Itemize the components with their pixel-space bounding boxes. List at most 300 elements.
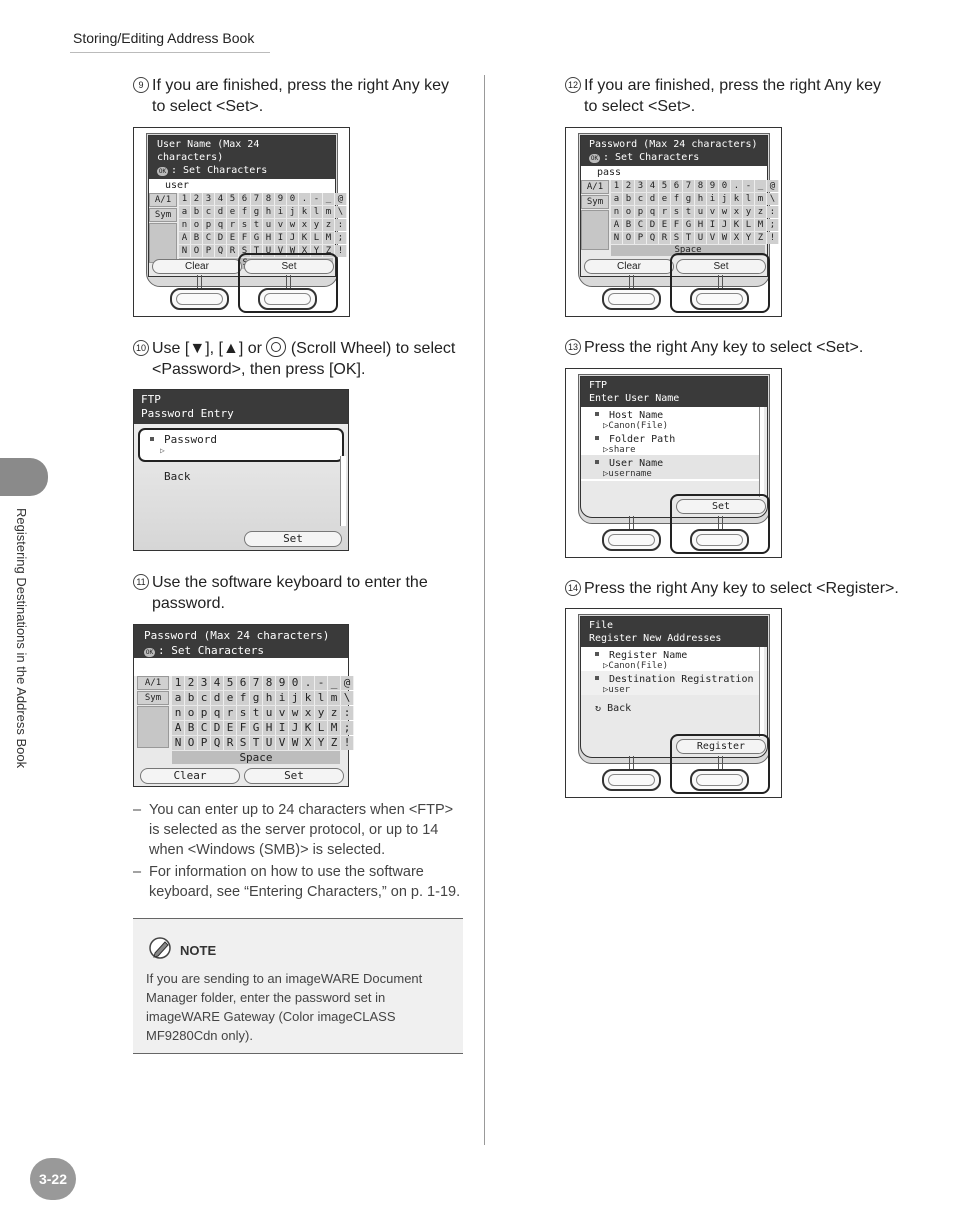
menu-item-back[interactable] [581, 695, 767, 714]
key[interactable]: c [203, 206, 215, 218]
key[interactable]: H [695, 219, 707, 231]
key[interactable]: j [287, 206, 299, 218]
key[interactable]: o [191, 219, 203, 231]
menu-list [581, 647, 759, 695]
menu-item-destination-registration[interactable] [581, 671, 759, 695]
key[interactable]: L [311, 232, 323, 244]
right-any-key[interactable] [690, 769, 749, 791]
key[interactable]: b [185, 691, 198, 705]
key[interactable]: c [198, 691, 211, 705]
key[interactable]: s [671, 206, 683, 218]
key[interactable]: V [275, 245, 287, 257]
key[interactable]: J [289, 721, 302, 735]
key[interactable]: I [275, 232, 287, 244]
key[interactable]: s [239, 219, 251, 231]
key[interactable]: X [299, 245, 311, 257]
step-text: Press the right Any key to select <Set>. [584, 339, 864, 356]
key[interactable]: 7 [251, 193, 263, 205]
menu-item-user-name[interactable] [581, 455, 759, 479]
key[interactable]: a [611, 193, 623, 205]
space-key[interactable]: Space [611, 245, 765, 256]
key[interactable]: Z [755, 232, 767, 244]
note-box [133, 918, 463, 1054]
key[interactable]: c [635, 193, 647, 205]
key[interactable]: A [179, 232, 191, 244]
step-text: Use [ [152, 340, 190, 357]
key[interactable]: z [755, 206, 767, 218]
key[interactable]: b [191, 206, 203, 218]
menu-item-password[interactable] [138, 428, 344, 462]
key[interactable]: _ [328, 676, 341, 690]
key[interactable]: G [683, 219, 695, 231]
key[interactable]: b [623, 193, 635, 205]
up-arrow-icon: ▲ [222, 340, 239, 357]
key[interactable]: r [227, 219, 239, 231]
key[interactable]: a [179, 206, 191, 218]
menu-item-label: Folder Path [609, 434, 676, 445]
text-input[interactable]: pass [581, 166, 767, 180]
key[interactable]: 4 [211, 676, 224, 690]
key[interactable]: 5 [224, 676, 237, 690]
key[interactable]: e [659, 193, 671, 205]
key[interactable]: @ [335, 193, 347, 205]
key[interactable]: Z [328, 736, 341, 750]
key-row [179, 219, 347, 232]
key[interactable]: M [328, 721, 341, 735]
mode-key[interactable]: A/1 [581, 180, 609, 194]
key[interactable]: i [707, 193, 719, 205]
scrollbar[interactable] [340, 456, 346, 526]
column-divider [484, 75, 485, 1145]
key[interactable]: P [198, 736, 211, 750]
blank-key [137, 706, 169, 748]
key[interactable]: J [287, 232, 299, 244]
sym-key[interactable]: Sym [149, 208, 177, 222]
key[interactable]: U [263, 245, 275, 257]
key[interactable]: 7 [683, 180, 695, 192]
key[interactable]: m [755, 193, 767, 205]
key[interactable]: : [335, 219, 347, 231]
key[interactable]: y [315, 706, 328, 720]
lcd-title: Password (Max 24 characters) [144, 629, 330, 642]
key[interactable]: x [731, 206, 743, 218]
menu-item-label: Password [164, 433, 217, 446]
key[interactable]: E [659, 219, 671, 231]
key[interactable]: C [203, 232, 215, 244]
sym-key[interactable]: Sym [137, 691, 169, 705]
key[interactable]: L [315, 721, 328, 735]
bullet-icon [595, 652, 599, 656]
key[interactable]: 0 [289, 676, 302, 690]
key[interactable]: P [203, 245, 215, 257]
key[interactable]: y [311, 219, 323, 231]
step-text: If you are finished, press the right Any key [152, 77, 450, 94]
key[interactable]: w [289, 706, 302, 720]
key[interactable]: o [185, 706, 198, 720]
menu-item-host-name[interactable] [581, 407, 759, 431]
key[interactable]: z [323, 219, 335, 231]
key[interactable]: 8 [695, 180, 707, 192]
key[interactable]: Q [211, 736, 224, 750]
step-9 [133, 75, 473, 117]
lcd-header [581, 617, 767, 647]
key[interactable]: W [289, 736, 302, 750]
key[interactable]: L [743, 219, 755, 231]
lcd-subtitle: Password Entry [141, 407, 234, 420]
key[interactable]: 9 [275, 193, 287, 205]
left-any-key[interactable] [602, 288, 661, 310]
key[interactable]: 1 [179, 193, 191, 205]
key[interactable]: l [311, 206, 323, 218]
key[interactable]: R [659, 232, 671, 244]
key[interactable]: 3 [203, 193, 215, 205]
key[interactable]: p [203, 219, 215, 231]
key[interactable]: A [611, 219, 623, 231]
key[interactable]: 2 [185, 676, 198, 690]
key[interactable]: ! [767, 232, 779, 244]
key[interactable]: N [179, 245, 191, 257]
menu-item-register-name[interactable] [581, 647, 759, 671]
key[interactable]: W [719, 232, 731, 244]
key[interactable]: T [251, 245, 263, 257]
key[interactable]: I [276, 721, 289, 735]
left-any-key[interactable] [602, 529, 661, 551]
key[interactable]: G [250, 721, 263, 735]
key[interactable]: t [683, 206, 695, 218]
key[interactable]: 0 [719, 180, 731, 192]
step-number: 13 [565, 339, 581, 355]
right-any-key[interactable] [690, 529, 749, 551]
step-text: Use the software keyboard to enter the [152, 574, 428, 591]
key[interactable]: V [707, 232, 719, 244]
key[interactable]: T [250, 736, 263, 750]
key[interactable]: B [185, 721, 198, 735]
lcd-subtitle: Register New Addresses [589, 633, 722, 644]
key[interactable]: K [299, 232, 311, 244]
key[interactable]: f [239, 206, 251, 218]
key[interactable]: V [276, 736, 289, 750]
space-key[interactable]: Space [172, 751, 340, 764]
screen-9-panel [133, 127, 350, 317]
key[interactable]: u [263, 706, 276, 720]
lcd-header [134, 390, 348, 424]
right-any-key[interactable] [258, 288, 317, 310]
key[interactable]: p [635, 206, 647, 218]
text-input[interactable] [134, 658, 348, 676]
step-text: If you are finished, press the right Any key [584, 77, 882, 94]
key[interactable]: S [671, 232, 683, 244]
key[interactable]: \ [767, 193, 779, 205]
key[interactable]: d [647, 193, 659, 205]
notes-list [133, 800, 463, 904]
key[interactable]: v [275, 219, 287, 231]
key[interactable]: h [695, 193, 707, 205]
left-any-key[interactable] [602, 769, 661, 791]
key[interactable]: J [719, 219, 731, 231]
key[interactable]: P [635, 232, 647, 244]
key[interactable]: m [328, 691, 341, 705]
key[interactable]: Z [323, 245, 335, 257]
key[interactable]: a [172, 691, 185, 705]
key[interactable]: z [328, 706, 341, 720]
key[interactable]: 3 [635, 180, 647, 192]
key[interactable]: E [224, 721, 237, 735]
set-button[interactable]: Set [244, 259, 334, 274]
key[interactable]: O [623, 232, 635, 244]
key[interactable]: Q [215, 245, 227, 257]
lcd-header [134, 625, 348, 658]
key[interactable]: M [323, 232, 335, 244]
key[interactable]: H [263, 232, 275, 244]
scrollbar[interactable] [759, 647, 764, 737]
key[interactable]: C [198, 721, 211, 735]
lcd-title: Password (Max 24 characters) [589, 139, 758, 150]
set-button[interactable]: Set [244, 531, 342, 547]
key[interactable]: ; [341, 721, 354, 735]
key[interactable]: S [237, 736, 250, 750]
step-number: 11 [133, 574, 149, 590]
key[interactable]: 5 [659, 180, 671, 192]
step-number: 9 [133, 77, 149, 93]
key[interactable]: N [172, 736, 185, 750]
key[interactable]: v [707, 206, 719, 218]
key[interactable]: - [315, 676, 328, 690]
key[interactable]: 9 [276, 676, 289, 690]
clear-button[interactable]: Clear [584, 259, 674, 274]
key[interactable]: T [683, 232, 695, 244]
left-any-key[interactable] [170, 288, 229, 310]
key[interactable]: F [671, 219, 683, 231]
step-text-cont: to select <Set>. [584, 98, 696, 115]
key[interactable]: 8 [263, 193, 275, 205]
key[interactable]: v [276, 706, 289, 720]
menu-item-value: ▷Canon(File) [603, 661, 669, 671]
key[interactable]: - [743, 180, 755, 192]
key[interactable]: 5 [227, 193, 239, 205]
clear-button[interactable]: Clear [152, 259, 242, 274]
key[interactable]: ; [335, 232, 347, 244]
key[interactable]: q [215, 219, 227, 231]
key[interactable]: M [755, 219, 767, 231]
key[interactable]: Y [315, 736, 328, 750]
key[interactable]: 6 [671, 180, 683, 192]
key[interactable]: _ [755, 180, 767, 192]
key[interactable]: E [227, 232, 239, 244]
key[interactable]: 7 [250, 676, 263, 690]
key[interactable]: R [224, 736, 237, 750]
menu-item-label: User Name [609, 458, 664, 469]
key[interactable]: q [647, 206, 659, 218]
mode-key[interactable]: A/1 [149, 193, 177, 207]
key[interactable]: q [211, 706, 224, 720]
set-button[interactable]: Set [676, 259, 766, 274]
key[interactable]: p [198, 706, 211, 720]
menu-item-label: Register Name [609, 650, 688, 661]
ok-icon: OK [158, 168, 167, 175]
key[interactable]: j [719, 193, 731, 205]
key[interactable]: h [263, 691, 276, 705]
key[interactable]: ! [335, 245, 347, 257]
key[interactable]: U [263, 736, 276, 750]
key[interactable]: i [276, 691, 289, 705]
key[interactable]: y [743, 206, 755, 218]
mode-key[interactable]: A/1 [137, 676, 169, 690]
key[interactable]: r [224, 706, 237, 720]
key[interactable]: 1 [172, 676, 185, 690]
key[interactable]: H [263, 721, 276, 735]
right-any-key[interactable] [690, 288, 749, 310]
key[interactable]: Y [311, 245, 323, 257]
set-button[interactable]: Set [244, 768, 344, 784]
lcd-title: FTP [589, 380, 608, 391]
step-14 [565, 578, 905, 599]
menu-item-value: ▷username [603, 469, 652, 479]
key[interactable]: e [227, 206, 239, 218]
step-number: 14 [565, 580, 581, 596]
key[interactable]: O [185, 736, 198, 750]
key[interactable]: 8 [263, 676, 276, 690]
key[interactable]: h [263, 206, 275, 218]
clear-button[interactable]: Clear [140, 768, 240, 784]
key[interactable]: K [302, 721, 315, 735]
key[interactable]: S [239, 245, 251, 257]
key[interactable]: g [683, 193, 695, 205]
key[interactable]: d [215, 206, 227, 218]
key[interactable]: m [323, 206, 335, 218]
sym-key[interactable]: Sym [581, 195, 609, 209]
key[interactable]: W [287, 245, 299, 257]
key[interactable]: 4 [215, 193, 227, 205]
key[interactable]: . [731, 180, 743, 192]
key[interactable]: o [623, 206, 635, 218]
blank-key [149, 223, 177, 263]
key[interactable]: k [302, 691, 315, 705]
key[interactable]: D [647, 219, 659, 231]
key[interactable]: 1 [611, 180, 623, 192]
menu-item-back[interactable]: Back [164, 470, 191, 483]
key[interactable]: N [611, 232, 623, 244]
key[interactable]: u [695, 206, 707, 218]
register-button[interactable]: Register [676, 739, 766, 754]
key[interactable]: k [299, 206, 311, 218]
menu-item-value: ▷user [603, 685, 631, 695]
key[interactable]: ! [341, 736, 354, 750]
text-input[interactable]: user [149, 179, 335, 193]
key[interactable]: e [224, 691, 237, 705]
key[interactable]: \ [341, 691, 354, 705]
lcd-subtitle: : Set Characters [171, 165, 268, 176]
key[interactable]: i [275, 206, 287, 218]
key-row [172, 691, 354, 706]
key[interactable]: r [659, 206, 671, 218]
key[interactable]: 2 [191, 193, 203, 205]
menu-item-label: Host Name [609, 410, 664, 421]
key[interactable]: R [227, 245, 239, 257]
key[interactable]: D [215, 232, 227, 244]
key[interactable]: l [315, 691, 328, 705]
key[interactable]: g [250, 691, 263, 705]
key[interactable]: j [289, 691, 302, 705]
key[interactable]: : [341, 706, 354, 720]
key[interactable]: n [611, 206, 623, 218]
key[interactable]: g [251, 206, 263, 218]
down-arrow-icon: ▼ [189, 340, 206, 357]
key[interactable]: B [623, 219, 635, 231]
key[interactable]: - [311, 193, 323, 205]
key[interactable]: Y [743, 232, 755, 244]
key[interactable]: 6 [237, 676, 250, 690]
key[interactable]: \ [335, 206, 347, 218]
scrollbar[interactable] [759, 407, 764, 497]
key[interactable]: 4 [647, 180, 659, 192]
key[interactable]: I [707, 219, 719, 231]
key[interactable]: u [263, 219, 275, 231]
step-text-cont: <Password>, then press [OK]. [152, 361, 366, 378]
key[interactable]: X [731, 232, 743, 244]
key[interactable]: t [250, 706, 263, 720]
note-text: If you are sending to an imageWARE Document Manager folder, enter the password set in imageWARE Gateway (Color imageCLASS MF9280Cdn only). [146, 971, 423, 1043]
key[interactable]: @ [767, 180, 779, 192]
key[interactable]: X [302, 736, 315, 750]
key[interactable]: F [237, 721, 250, 735]
key[interactable]: d [211, 691, 224, 705]
screen-11-lcd [133, 624, 349, 787]
key[interactable]: 2 [623, 180, 635, 192]
key[interactable]: k [731, 193, 743, 205]
menu-item-folder-path[interactable] [581, 431, 759, 455]
key[interactable]: B [191, 232, 203, 244]
key[interactable]: w [719, 206, 731, 218]
key[interactable]: x [299, 219, 311, 231]
key[interactable]: 0 [287, 193, 299, 205]
key[interactable]: F [239, 232, 251, 244]
key[interactable]: ; [767, 219, 779, 231]
key[interactable]: C [635, 219, 647, 231]
key[interactable]: D [211, 721, 224, 735]
key[interactable]: 6 [239, 193, 251, 205]
key[interactable]: K [731, 219, 743, 231]
key[interactable]: f [671, 193, 683, 205]
menu-item-value: ▷Canon(File) [603, 421, 669, 431]
key[interactable]: . [302, 676, 315, 690]
key[interactable]: @ [341, 676, 354, 690]
header-rule [70, 52, 270, 53]
key[interactable]: . [299, 193, 311, 205]
key-row [179, 206, 347, 219]
key[interactable]: O [191, 245, 203, 257]
key[interactable]: U [695, 232, 707, 244]
key[interactable]: n [179, 219, 191, 231]
key[interactable]: f [237, 691, 250, 705]
set-button[interactable]: Set [676, 499, 766, 514]
blank-key [581, 210, 609, 250]
lcd-header [581, 377, 767, 407]
key[interactable]: Q [647, 232, 659, 244]
key[interactable]: G [251, 232, 263, 244]
key[interactable]: w [287, 219, 299, 231]
key[interactable]: t [251, 219, 263, 231]
key[interactable]: _ [323, 193, 335, 205]
key[interactable]: 9 [707, 180, 719, 192]
note-bullet-2: – For information on how to use the software keyboard, see “Entering Characters,” on p. 1-19. [133, 862, 463, 902]
key[interactable]: A [172, 721, 185, 735]
key[interactable]: s [237, 706, 250, 720]
key[interactable]: n [172, 706, 185, 720]
key[interactable]: x [302, 706, 315, 720]
key[interactable]: : [767, 206, 779, 218]
key[interactable]: 3 [198, 676, 211, 690]
key[interactable]: l [743, 193, 755, 205]
